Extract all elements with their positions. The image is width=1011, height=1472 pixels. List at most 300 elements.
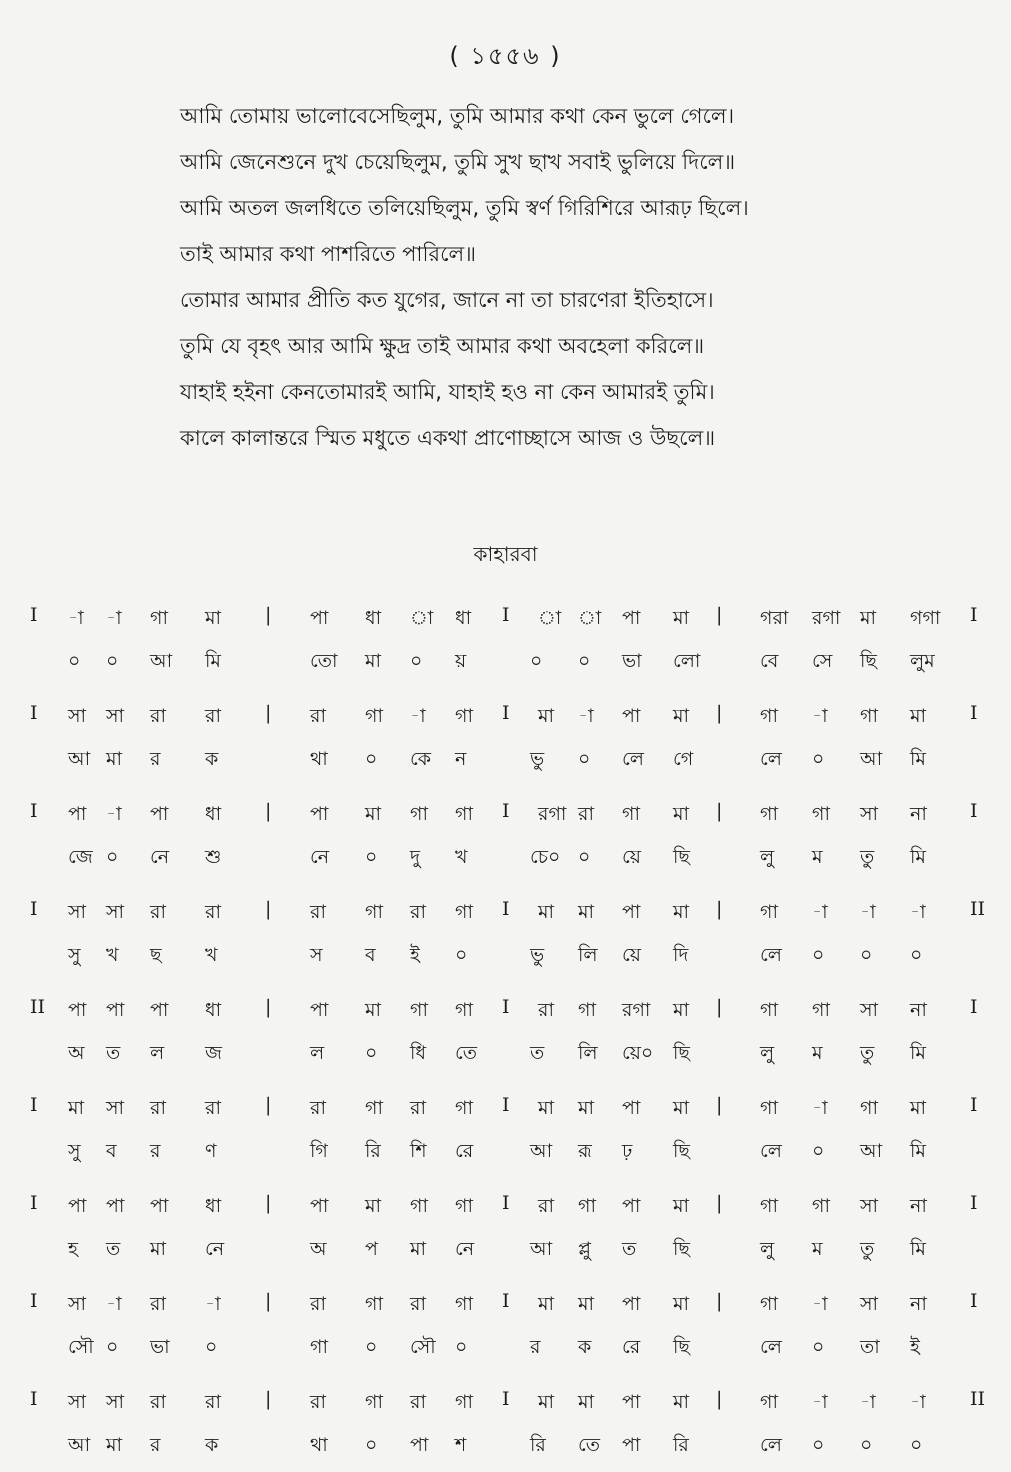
lyric-syllable: ভু (530, 944, 545, 966)
swara-note: মা (673, 607, 690, 629)
lyric-syllable: লি (578, 944, 598, 966)
swara-note: রা (310, 705, 326, 727)
lyric-syllable: থা (310, 1434, 328, 1456)
swara-note: রা (205, 1097, 221, 1119)
swara-note: -া (578, 705, 594, 727)
swara-note: রা (538, 999, 554, 1021)
lyric-line: তোমার আমার প্রীতি কত যুগের, জানে না তা চারণেরা ইতিহাসে। (180, 288, 714, 312)
lyric-syllable: ০ (455, 944, 468, 966)
lyric-syllable: আ (68, 748, 91, 770)
swara-note: মা (910, 705, 927, 727)
swara-note: পা (68, 999, 87, 1021)
lyric-syllable-row (0, 1129, 1011, 1178)
swara-note: সা (860, 999, 879, 1021)
swara-note: না (910, 1293, 927, 1315)
swara-note: গা (410, 803, 428, 825)
swara-note: মা (673, 1391, 690, 1413)
lyric-syllable: ০ (530, 650, 543, 672)
lyric-syllable: লু (760, 1238, 775, 1260)
lyric-syllable: রে (455, 1140, 474, 1162)
lyric-syllable-row (0, 1031, 1011, 1080)
bar-line: | (716, 996, 723, 1018)
lyric-syllable: তু (860, 1238, 875, 1260)
bar-line: I (970, 1094, 978, 1116)
lyric-syllable: শ (455, 1434, 467, 1456)
swara-note: পা (106, 999, 125, 1021)
swara-note: গা (455, 1195, 473, 1217)
lyric-syllable: বে (760, 650, 779, 672)
lyric-syllable: ০ (365, 1042, 378, 1064)
swara-row (0, 590, 1011, 639)
lyric-syllable: নে (150, 846, 170, 868)
lyric-syllable: খ (106, 944, 119, 966)
swara-note: ধা (205, 999, 222, 1021)
lyric-syllable: সু (68, 1140, 81, 1162)
bar-line: I (502, 996, 510, 1018)
bar-line: I (970, 996, 978, 1018)
swara-note: গা (410, 999, 428, 1021)
bar-line: I (970, 702, 978, 724)
lyric-syllable: জ (205, 1042, 222, 1064)
swara-note: সা (860, 1293, 879, 1315)
swara-note: পা (310, 803, 329, 825)
bar-line: I (502, 800, 510, 822)
bar-line: | (716, 1094, 723, 1116)
lyric-syllable: আ (530, 1140, 553, 1162)
lyric-syllable: মি (910, 748, 926, 770)
bar-line: | (716, 1192, 723, 1214)
lyric-syllable: পা (622, 1434, 641, 1456)
swara-note: মা (673, 803, 690, 825)
lyric-syllable: চে০ (530, 846, 561, 868)
lyric-syllable-row (0, 639, 1011, 688)
swara-note: না (910, 1195, 927, 1217)
bar-line: I (30, 800, 38, 822)
lyric-syllable: ক (205, 1434, 219, 1456)
lyrics-block (180, 96, 980, 464)
lyric-syllable: আ (68, 1434, 91, 1456)
bar-line: | (265, 604, 272, 626)
lyric-syllable-row (0, 933, 1011, 982)
swara-note: গা (760, 1097, 778, 1119)
bar-line: I (30, 604, 38, 626)
lyric-syllable: ক (578, 1336, 592, 1358)
swara-note: গা (760, 901, 778, 923)
bar-line: II (30, 996, 46, 1018)
bar-line: I (970, 1192, 978, 1214)
swara-note: -া (910, 901, 926, 923)
swara-note: পা (106, 1195, 125, 1217)
swara-note: পা (150, 1195, 169, 1217)
swara-note: মা (538, 1097, 555, 1119)
swara-note: গা (365, 901, 383, 923)
bar-line: I (502, 702, 510, 724)
swara-row (0, 1178, 1011, 1227)
lyric-syllable: ত (622, 1238, 637, 1260)
lyric-syllable: ০ (106, 650, 119, 672)
swara-note: -া (812, 901, 828, 923)
swara-note: গা (455, 1391, 473, 1413)
lyric-syllable: সে (812, 650, 833, 672)
bar-line: | (716, 800, 723, 822)
lyric-line: আমি তোমায় ভালোবেসেছিলুম, তুমি আমার কথা কেন ভুলে গেলে। (180, 104, 735, 128)
bar-line: I (502, 1192, 510, 1214)
swara-note: পা (150, 999, 169, 1021)
swara-row (0, 1374, 1011, 1423)
swara-note: গা (860, 1097, 878, 1119)
lyric-syllable: ০ (910, 1434, 923, 1456)
swara-note: সা (68, 901, 87, 923)
lyric-line: আমি জেনেশুনে দুখ চেয়েছিলুম, তুমি সুখ ছাখ সবাই ভুলিয়ে দিলে॥ (180, 150, 736, 174)
bar-line: | (265, 1094, 272, 1116)
lyric-syllable: লো (673, 650, 701, 672)
lyric-syllable: লু (760, 1042, 775, 1064)
lyric-syllable: ই (910, 1336, 920, 1358)
swara-note: মা (538, 1391, 555, 1413)
swara-note: সা (106, 1097, 125, 1119)
lyric-syllable: ০ (106, 846, 119, 868)
bar-line: I (970, 1290, 978, 1312)
lyric-syllable: তো (310, 650, 338, 672)
swara-note: রা (410, 1097, 426, 1119)
lyric-syllable: ০ (578, 846, 591, 868)
lyric-syllable: মা (410, 1238, 427, 1260)
raga-title: কাহারবা (473, 542, 538, 566)
lyric-syllable: খ (205, 944, 218, 966)
lyric-syllable: তা (860, 1336, 880, 1358)
lyric-syllable: আ (530, 1238, 553, 1260)
swara-note: গা (760, 1293, 778, 1315)
lyric-syllable: র (150, 1140, 161, 1162)
lyric-syllable: রি (530, 1434, 546, 1456)
lyric-syllable: সৌ (410, 1336, 436, 1358)
bar-line: | (716, 1388, 723, 1410)
swara-note: রা (205, 705, 221, 727)
swara-note: -া (205, 1293, 221, 1315)
bar-line: | (265, 898, 272, 920)
lyric-syllable: ই (410, 944, 420, 966)
swara-note: গা (578, 1195, 596, 1217)
lyric-syllable: সু (68, 944, 81, 966)
lyric-syllable: ভা (622, 650, 642, 672)
swara-note: মা (205, 607, 222, 629)
bar-line: II (970, 898, 986, 920)
swara-note: গা (812, 999, 830, 1021)
lyric-syllable: ০ (205, 1336, 218, 1358)
lyric-syllable: ০ (106, 1336, 119, 1358)
swara-note: রা (410, 1293, 426, 1315)
swara-note: গা (760, 705, 778, 727)
swara-note: গা (455, 1097, 473, 1119)
lyric-syllable: গি (310, 1140, 328, 1162)
lyric-syllable: ম (812, 846, 823, 868)
lyric-line: তুমি যে বৃহৎ আর আমি ক্ষুদ্র তাই আমার কথা অবহেলা করিলে॥ (180, 334, 705, 358)
swara-note: মা (910, 1097, 927, 1119)
swara-note: সা (106, 705, 125, 727)
lyric-syllable: ল (150, 1042, 165, 1064)
bar-line: II (970, 1388, 986, 1410)
lyric-syllable: ০ (812, 1434, 825, 1456)
lyric-syllable: নে (455, 1238, 475, 1260)
swara-note: রা (310, 1293, 326, 1315)
lyric-syllable: লে (760, 1336, 782, 1358)
swara-note: মা (673, 1097, 690, 1119)
bar-line: I (970, 800, 978, 822)
lyric-syllable: ঢ় (622, 1140, 633, 1162)
lyric-syllable: লি (578, 1042, 598, 1064)
swara-note: মা (578, 1097, 595, 1119)
lyric-syllable: ছি (673, 1140, 690, 1162)
bar-line: | (716, 898, 723, 920)
lyric-syllable: ব (106, 1140, 117, 1162)
lyric-syllable: স (310, 944, 323, 966)
lyric-syllable: প্লু (578, 1238, 591, 1260)
lyric-syllable: লে (760, 748, 782, 770)
lyric-syllable: রূ (578, 1140, 592, 1162)
lyric-syllable: গা (310, 1336, 328, 1358)
lyric-syllable: মা (365, 650, 382, 672)
lyric-syllable: ভু (530, 748, 545, 770)
swara-note: -া (106, 803, 122, 825)
swara-note: গা (760, 999, 778, 1021)
lyric-syllable: পা (410, 1434, 429, 1456)
lyric-line: আমি অতল জলধিতে তলিয়েছিলুম, তুমি স্বর্ণ গিরিশিরে আরূঢ় ছিলে। (180, 196, 749, 220)
swara-note: রা (150, 1097, 166, 1119)
lyric-syllable: খ (455, 846, 468, 868)
swara-note: রা (150, 901, 166, 923)
swara-note: -া (860, 1391, 876, 1413)
bar-line: I (30, 898, 38, 920)
lyric-syllable: তে (455, 1042, 477, 1064)
lyric-syllable: ব (365, 944, 376, 966)
bar-line: I (502, 1388, 510, 1410)
lyric-syllable: ০ (365, 748, 378, 770)
lyric-syllable: হ (68, 1238, 78, 1260)
swara-note: গা (622, 803, 640, 825)
swara-note: মা (578, 1293, 595, 1315)
swara-note: গা (455, 901, 473, 923)
swara-note: গা (760, 803, 778, 825)
swara-note: রা (410, 901, 426, 923)
swara-note: রা (310, 1097, 326, 1119)
lyric-syllable: য়ে (622, 944, 641, 966)
swara-note: না (910, 999, 927, 1021)
lyric-syllable: ছি (673, 846, 690, 868)
swara-row (0, 982, 1011, 1031)
swara-note: না (910, 803, 927, 825)
lyric-syllable: ম (812, 1042, 823, 1064)
swara-note: গা (860, 705, 878, 727)
lyric-syllable: ত (106, 1238, 121, 1260)
lyric-syllable: আ (860, 748, 883, 770)
lyric-syllable: ছি (673, 1336, 690, 1358)
lyric-syllable: র (150, 1434, 161, 1456)
swara-row (0, 786, 1011, 835)
swara-note: সা (860, 803, 879, 825)
swara-note: পা (622, 705, 641, 727)
bar-line: | (265, 1290, 272, 1312)
lyric-syllable: ০ (860, 944, 873, 966)
lyric-syllable: ০ (68, 650, 81, 672)
lyric-syllable: র (530, 1336, 541, 1358)
swara-note: -া (106, 607, 122, 629)
bar-line: | (265, 1388, 272, 1410)
bar-line: I (970, 604, 978, 626)
swara-note: -া (812, 1293, 828, 1315)
swara-row (0, 1080, 1011, 1129)
lyric-syllable: ভা (150, 1336, 170, 1358)
swara-note: পা (68, 803, 87, 825)
swara-note: ধা (205, 1195, 222, 1217)
swara-note: পা (622, 607, 641, 629)
lyric-syllable: য়ে০ (622, 1042, 654, 1064)
swara-note: পা (622, 1293, 641, 1315)
lyric-syllable: য় (455, 650, 467, 672)
swara-note: রা (310, 1391, 326, 1413)
lyric-syllable: প (365, 1238, 378, 1260)
lyric-syllable: ০ (365, 1434, 378, 1456)
bar-line: I (30, 1290, 38, 1312)
lyric-syllable: লে (760, 944, 782, 966)
lyric-line: কালে কালান্তরে স্মিত মধুতে একথা প্রাণোচ্ছাসে আজ ও উছলে॥ (180, 426, 716, 450)
swara-note: ধা (455, 607, 472, 629)
swara-note: গা (578, 999, 596, 1021)
swara-note: গগা (910, 607, 941, 629)
bar-line: I (30, 1192, 38, 1214)
lyric-syllable: মা (150, 1238, 167, 1260)
swara-note: া (410, 607, 434, 629)
swara-note: রা (538, 1195, 554, 1217)
bar-line: I (502, 898, 510, 920)
bar-line: | (265, 996, 272, 1018)
swara-note: া (538, 607, 562, 629)
swara-note: মা (68, 1097, 85, 1119)
bar-line: | (716, 604, 723, 626)
swara-note: রগা (812, 607, 841, 629)
lyric-syllable: ছি (673, 1042, 690, 1064)
bar-line: | (265, 1192, 272, 1214)
lyric-line: যাহাই হইনা কেনতোমারই আমি, যাহাই হও না কেন আমারই তুমি। (180, 380, 715, 404)
swara-note: পা (68, 1195, 87, 1217)
lyric-syllable: কে (410, 748, 432, 770)
swara-note: সা (68, 1293, 87, 1315)
swara-note: মা (365, 1195, 382, 1217)
lyric-syllable: লু (760, 846, 775, 868)
swara-note: পা (622, 901, 641, 923)
lyric-syllable: ০ (812, 1140, 825, 1162)
bar-line: | (265, 702, 272, 724)
lyric-syllable: সৌ (68, 1336, 94, 1358)
swara-note: গা (760, 1195, 778, 1217)
lyric-syllable: রি (673, 1434, 689, 1456)
swara-note: পা (310, 999, 329, 1021)
swara-note: -া (812, 1391, 828, 1413)
lyric-syllable: মি (910, 1042, 926, 1064)
page-number: ( ১৫৫৬ ) (449, 42, 562, 70)
swara-note: রা (205, 1391, 221, 1413)
notation-table (0, 590, 1011, 1456)
swara-note: পা (310, 607, 329, 629)
lyric-syllable: আ (860, 1140, 883, 1162)
lyric-syllable: রে (622, 1336, 641, 1358)
bar-line: I (502, 1094, 510, 1116)
lyric-syllable: ০ (812, 748, 825, 770)
lyric-syllable: ণ (205, 1140, 217, 1162)
swara-note: গা (410, 1195, 428, 1217)
swara-note: সা (106, 1391, 125, 1413)
lyric-syllable: শি (410, 1140, 427, 1162)
swara-note: মা (538, 705, 555, 727)
lyric-syllable: শু (205, 846, 222, 868)
swara-note: রা (150, 1293, 166, 1315)
swara-note: মা (578, 1391, 595, 1413)
swara-note: মা (578, 901, 595, 923)
lyric-syllable: মি (910, 1140, 926, 1162)
lyric-syllable: ত (106, 1042, 121, 1064)
swara-note: গরা (760, 607, 789, 629)
swara-note: মা (365, 999, 382, 1021)
swara-note: রা (578, 803, 594, 825)
swara-note: -া (860, 901, 876, 923)
lyric-syllable: ধি (410, 1042, 427, 1064)
swara-note: রা (150, 1391, 166, 1413)
lyric-syllable: মি (910, 846, 926, 868)
swara-note: গা (455, 705, 473, 727)
swara-note: গা (455, 1293, 473, 1315)
lyric-syllable: ম (812, 1238, 823, 1260)
lyric-syllable: ০ (365, 846, 378, 868)
swara-note: গা (455, 803, 473, 825)
lyric-syllable: মি (910, 1238, 926, 1260)
lyric-syllable: ০ (578, 748, 591, 770)
swara-row (0, 884, 1011, 933)
swara-row (0, 1276, 1011, 1325)
swara-note: ধা (365, 607, 382, 629)
swara-note: গা (812, 803, 830, 825)
lyric-syllable: ছি (673, 1238, 690, 1260)
lyric-syllable: নে (310, 846, 330, 868)
bar-line: | (716, 1290, 723, 1312)
swara-note: পা (310, 1195, 329, 1217)
swara-note: -া (812, 1097, 828, 1119)
swara-note: সা (68, 1391, 87, 1413)
swara-note: মা (538, 1293, 555, 1315)
swara-note: মা (860, 607, 877, 629)
swara-note: গা (455, 999, 473, 1021)
lyric-syllable-row (0, 737, 1011, 786)
swara-note: গা (365, 1293, 383, 1315)
lyric-syllable: ০ (860, 1434, 873, 1456)
lyric-syllable: দু (410, 846, 420, 868)
lyric-syllable: য়ে (622, 846, 641, 868)
lyric-syllable-row (0, 1423, 1011, 1472)
swara-note: রা (150, 705, 166, 727)
lyric-syllable: লে (760, 1434, 782, 1456)
swara-note: মা (538, 901, 555, 923)
bar-line: I (30, 1388, 38, 1410)
swara-note: গা (812, 1195, 830, 1217)
lyric-syllable: মা (106, 748, 123, 770)
swara-note: মা (673, 705, 690, 727)
swara-note: পা (622, 1391, 641, 1413)
lyric-syllable: ০ (455, 1336, 468, 1358)
swara-note: রগা (622, 999, 651, 1021)
swara-note: -া (812, 705, 828, 727)
swara-row (0, 688, 1011, 737)
lyric-syllable: আ (150, 650, 173, 672)
bar-line: I (30, 702, 38, 724)
lyric-syllable: লুম (910, 650, 935, 672)
